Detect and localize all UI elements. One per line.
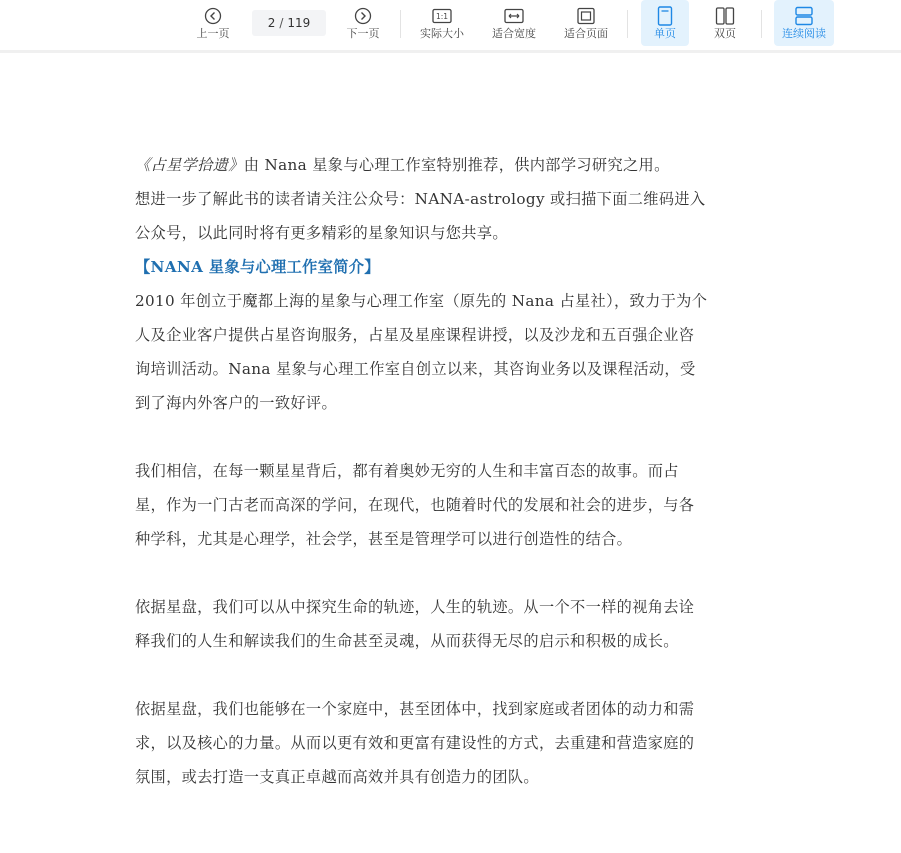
follow-line: 公众号，以此同时将有更多精彩的星象知识与您共享。 — [135, 224, 508, 242]
double-page-icon — [715, 6, 735, 26]
toolbar-divider — [761, 10, 762, 38]
page-number-input[interactable] — [252, 10, 326, 36]
continuous-read-icon — [794, 6, 814, 26]
actual-size-icon — [432, 6, 452, 26]
toolbar-divider — [627, 10, 628, 38]
paragraph-line: 氛围，或去打造一支真正卓越而高效并具有创造力的团队。 — [135, 768, 539, 786]
paragraph-line: 2010 年创立于魔都上海的星象与心理工作室（原先的 Nana 占星社），致力于为个 — [135, 292, 708, 310]
continuous-read-button[interactable] — [774, 0, 834, 46]
continuous-read-label: 连续阅读 — [782, 27, 826, 40]
single-page-icon — [657, 6, 673, 26]
single-page-button[interactable] — [641, 0, 689, 46]
book-title: 《占星学拾遗》 — [135, 156, 244, 174]
next-page-label: 下一页 — [346, 27, 380, 40]
fit-width-icon — [504, 6, 524, 26]
current-page: 2 — [267, 16, 276, 30]
document-content — [135, 148, 775, 794]
paragraph-line: 到了海内外客户的一致好评。 — [135, 394, 337, 412]
paragraph-line: 依据星盘，我们也能够在一个家庭中，甚至团体中，找到家庭或者团体的动力和需 — [135, 700, 695, 718]
next-page-button[interactable] — [340, 0, 386, 46]
document-page[interactable] — [0, 53, 901, 853]
prev-page-label: 上一页 — [196, 27, 230, 40]
fit-page-icon — [576, 6, 596, 26]
paragraph-line: 依据星盘，我们可以从中探究生命的轨迹，人生的轨迹。从一个不一样的视角去诠 — [135, 598, 695, 616]
single-page-label: 单页 — [654, 27, 676, 40]
paragraph-line: 释我们的人生和解读我们的生命甚至灵魂，从而获得无尽的启示和积极的成长。 — [135, 632, 679, 650]
total-pages: 119 — [287, 16, 311, 30]
fit-page-button[interactable] — [558, 0, 614, 46]
actual-size-icon-text: 1:1 — [435, 12, 449, 21]
actual-size-button[interactable] — [414, 0, 470, 46]
paragraph-line: 种学科，尤其是心理学，社会学，甚至是管理学可以进行创造性的结合。 — [135, 530, 633, 548]
paragraph-line: 求，以及核心的力量。从而以更有效和更富有建设性的方式，去重建和营造家庭的 — [135, 734, 695, 752]
reader-toolbar — [0, 0, 901, 50]
toolbar-divider — [400, 10, 401, 38]
paragraph-gap — [135, 658, 775, 692]
follow-line: 想进一步了解此书的读者请关注公众号：NANA-astrology 或扫描下面二维码进入 — [135, 190, 706, 208]
fit-width-label: 适合宽度 — [492, 27, 536, 40]
paragraph-line: 人及企业客户提供占星咨询服务，占星及星座课程讲授，以及沙龙和五百强企业咨 — [135, 326, 695, 344]
prev-page-button[interactable] — [190, 0, 236, 46]
intro-line — [135, 148, 775, 182]
fit-width-button[interactable] — [486, 0, 542, 46]
section-heading: 【NANA 星象与心理工作室简介】 — [135, 258, 380, 276]
paragraph-gap — [135, 420, 775, 454]
double-page-button[interactable] — [701, 0, 749, 46]
fit-page-label: 适合页面 — [564, 27, 608, 40]
intro-text: 由 Nana 星象与心理工作室特别推荐，供内部学习研究之用。 — [243, 156, 670, 174]
paragraph-line: 星，作为一门古老而高深的学问，在现代，也随着时代的发展和社会的进步，与各 — [135, 496, 695, 514]
chevron-left-circle-icon — [204, 6, 222, 26]
actual-size-label: 实际大小 — [420, 27, 464, 40]
paragraph-line: 我们相信，在每一颗星星背后，都有着奥妙无穷的人生和丰富百态的故事。而占 — [135, 462, 679, 480]
page-separator: / — [279, 16, 284, 30]
double-page-label: 双页 — [714, 27, 736, 40]
paragraph-gap — [135, 556, 775, 590]
paragraph-line: 询培训活动。Nana 星象与心理工作室自创立以来，其咨询业务以及课程活动，受 — [135, 360, 696, 378]
chevron-right-circle-icon — [354, 6, 372, 26]
